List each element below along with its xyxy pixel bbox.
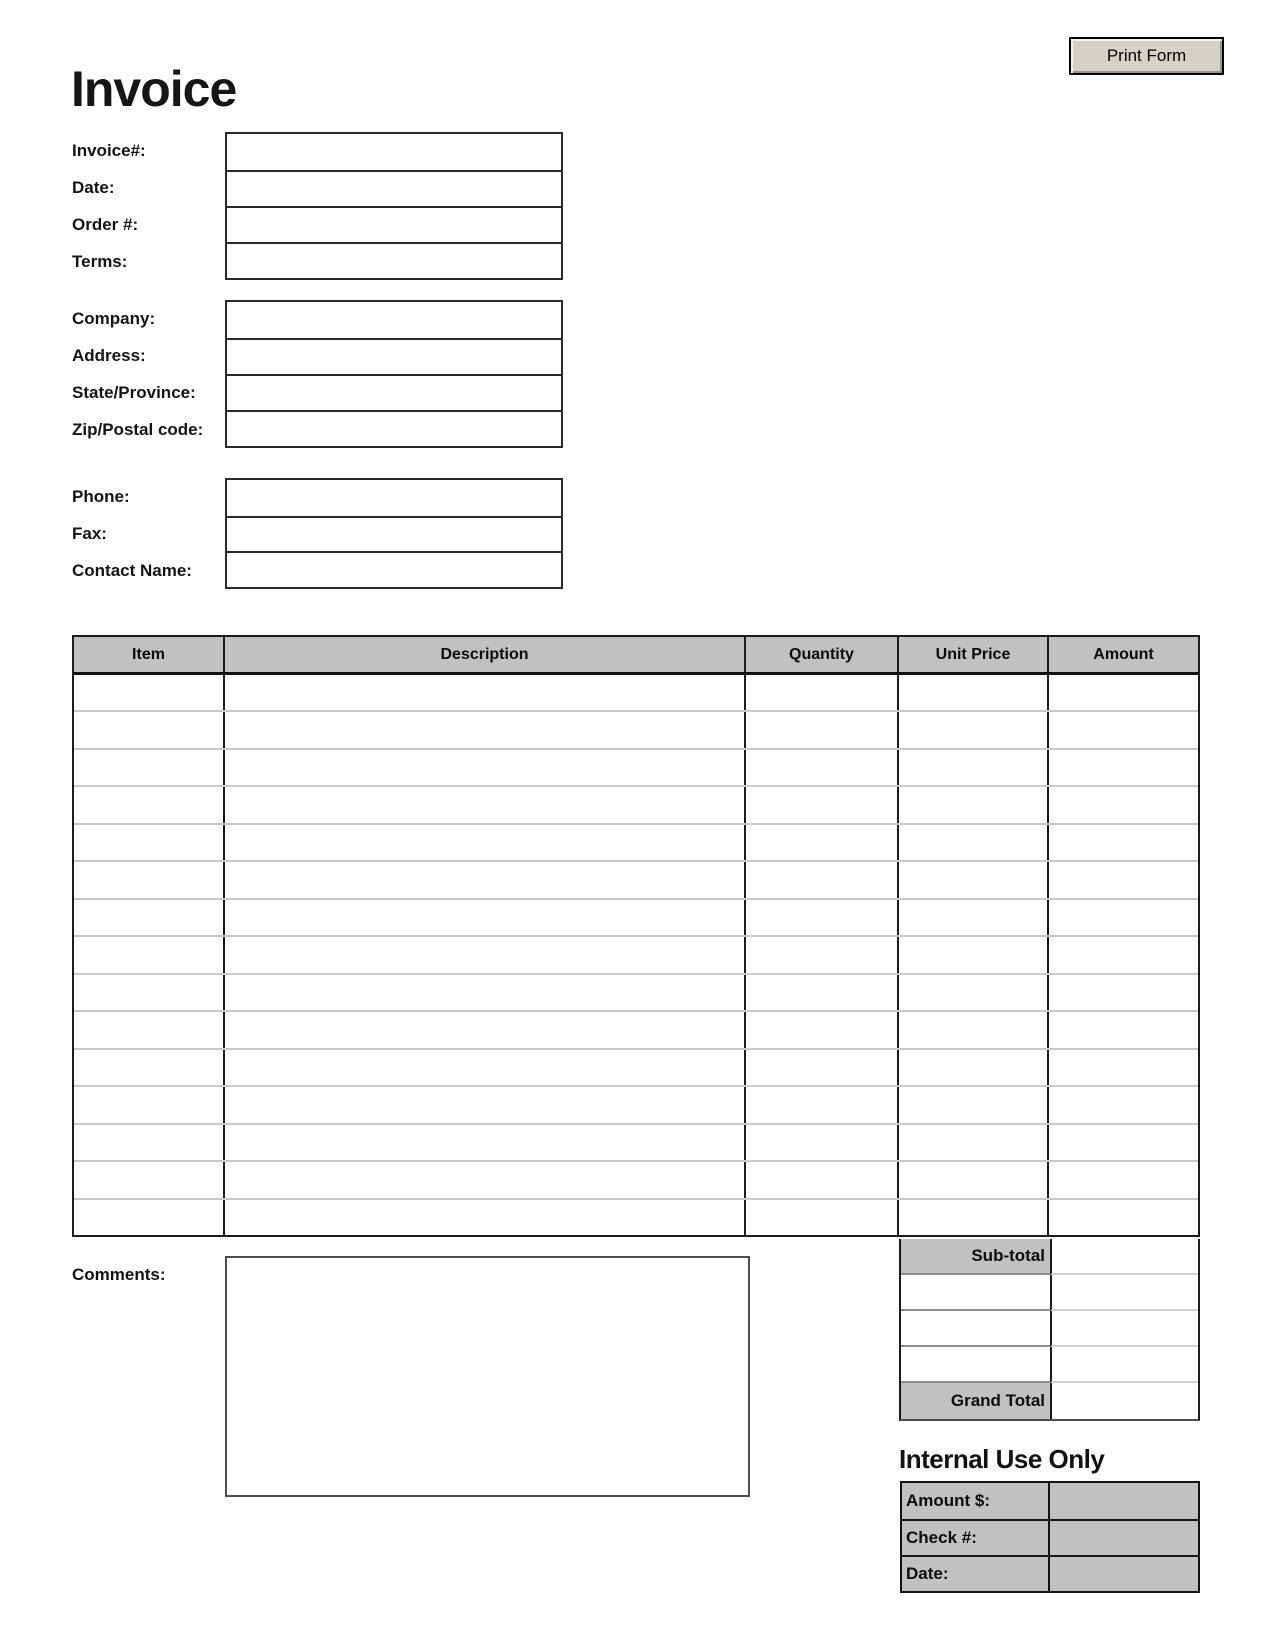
internal-date-label: Date: (902, 1557, 1050, 1591)
items-table (72, 635, 1200, 1237)
column-header-item: Item (74, 637, 225, 672)
amount-cell[interactable] (1049, 1050, 1198, 1085)
unit-price-cell[interactable] (899, 937, 1049, 972)
amount-cell[interactable] (1049, 1087, 1198, 1122)
invoice-info-field-group (225, 132, 563, 280)
quantity-cell[interactable] (746, 1125, 899, 1160)
unit-price-cell[interactable] (899, 862, 1049, 897)
terms-field[interactable] (227, 242, 561, 278)
table-row (74, 862, 1198, 899)
item-cell[interactable] (74, 1050, 225, 1085)
item-cell[interactable] (74, 750, 225, 785)
unit-price-cell[interactable] (899, 1012, 1049, 1047)
table-row (74, 1050, 1198, 1087)
table-row (74, 1125, 1198, 1162)
terms-label: Terms: (72, 251, 128, 271)
table-row (74, 975, 1198, 1012)
table-row (74, 900, 1198, 937)
item-cell[interactable] (74, 1125, 225, 1160)
totals-extra-row (901, 1311, 1198, 1347)
quantity-cell[interactable] (746, 675, 899, 710)
fax-field[interactable] (227, 516, 561, 552)
item-cell[interactable] (74, 712, 225, 747)
items-table-header (74, 637, 1198, 675)
quantity-cell[interactable] (746, 825, 899, 860)
amount-cell[interactable] (1049, 825, 1198, 860)
print-form-button[interactable]: Print Form (1069, 37, 1224, 75)
quantity-cell[interactable] (746, 1050, 899, 1085)
items-table-body (74, 675, 1198, 1235)
table-row (74, 787, 1198, 824)
description-cell[interactable] (225, 712, 746, 747)
quantity-cell[interactable] (746, 1200, 899, 1235)
item-cell[interactable] (74, 975, 225, 1010)
grand-total-label: Grand Total (901, 1383, 1050, 1419)
amount-cell[interactable] (1049, 1012, 1198, 1047)
company-label: Company: (72, 308, 156, 328)
invoice-number-field[interactable] (227, 134, 561, 170)
item-cell[interactable] (74, 1012, 225, 1047)
internal-use-table (900, 1481, 1200, 1593)
quantity-cell[interactable] (746, 937, 899, 972)
totals-block (899, 1239, 1200, 1421)
zip-postal-field[interactable] (227, 410, 561, 446)
contact-name-label: Contact Name: (72, 560, 192, 580)
totals-extra-value-cell[interactable] (1050, 1347, 1198, 1383)
table-row (74, 1162, 1198, 1199)
contact-name-field[interactable] (227, 551, 561, 587)
totals-extra-label-cell[interactable] (901, 1347, 1050, 1383)
internal-check-field[interactable] (1050, 1521, 1198, 1555)
state-province-label: State/Province: (72, 382, 196, 402)
description-cell[interactable] (225, 1162, 746, 1197)
comments-label: Comments: (72, 1264, 166, 1284)
amount-cell[interactable] (1049, 712, 1198, 747)
table-row (74, 825, 1198, 862)
totals-extra-value-cell[interactable] (1050, 1275, 1198, 1311)
description-cell[interactable] (225, 1087, 746, 1122)
unit-price-cell[interactable] (899, 750, 1049, 785)
totals-extra-label-cell[interactable] (901, 1311, 1050, 1347)
description-cell[interactable] (225, 900, 746, 935)
quantity-cell[interactable] (746, 862, 899, 897)
zip-postal-label: Zip/Postal code: (72, 419, 204, 439)
column-header-description: Description (225, 637, 746, 672)
internal-check-row (902, 1519, 1198, 1555)
date-field[interactable] (227, 170, 561, 206)
column-header-quantity: Quantity (746, 637, 899, 672)
internal-amount-row (902, 1483, 1198, 1519)
table-row (74, 750, 1198, 787)
amount-cell[interactable] (1049, 675, 1198, 710)
address-label: Address: (72, 345, 146, 365)
column-header-unit-price: Unit Price (899, 637, 1049, 672)
table-row (74, 1012, 1198, 1049)
phone-field[interactable] (227, 480, 561, 516)
state-province-field[interactable] (227, 374, 561, 410)
table-row (74, 937, 1198, 974)
totals-extra-value-cell[interactable] (1050, 1311, 1198, 1347)
quantity-cell[interactable] (746, 1162, 899, 1197)
item-cell[interactable] (74, 675, 225, 710)
contact-info-field-group (225, 478, 563, 589)
table-row (74, 712, 1198, 749)
quantity-cell[interactable] (746, 975, 899, 1010)
amount-cell[interactable] (1049, 1162, 1198, 1197)
description-cell[interactable] (225, 862, 746, 897)
order-number-label: Order #: (72, 214, 139, 234)
fax-label: Fax: (72, 523, 107, 543)
unit-price-cell[interactable] (899, 787, 1049, 822)
totals-extra-label-cell[interactable] (901, 1275, 1050, 1311)
subtotal-value-cell[interactable] (1050, 1239, 1198, 1275)
subtotal-row (901, 1239, 1198, 1275)
description-cell[interactable] (225, 825, 746, 860)
description-cell[interactable] (225, 750, 746, 785)
internal-amount-label: Amount $: (902, 1483, 1050, 1519)
address-field[interactable] (227, 338, 561, 374)
item-cell[interactable] (74, 1200, 225, 1235)
amount-cell[interactable] (1049, 750, 1198, 785)
description-cell[interactable] (225, 1012, 746, 1047)
item-cell[interactable] (74, 862, 225, 897)
description-cell[interactable] (225, 675, 746, 710)
table-row (74, 1200, 1198, 1235)
unit-price-cell[interactable] (899, 675, 1049, 710)
item-cell[interactable] (74, 825, 225, 860)
unit-price-cell[interactable] (899, 1087, 1049, 1122)
amount-cell[interactable] (1049, 937, 1198, 972)
description-cell[interactable] (225, 937, 746, 972)
company-field[interactable] (227, 302, 561, 338)
totals-extra-row (901, 1275, 1198, 1311)
table-row (74, 675, 1198, 712)
totals-extra-row (901, 1347, 1198, 1383)
date-label: Date: (72, 177, 115, 197)
amount-cell[interactable] (1049, 900, 1198, 935)
amount-cell[interactable] (1049, 975, 1198, 1010)
order-number-field[interactable] (227, 206, 561, 242)
quantity-cell[interactable] (746, 712, 899, 747)
description-cell[interactable] (225, 1125, 746, 1160)
page-title: Invoice (71, 61, 237, 117)
unit-price-cell[interactable] (899, 825, 1049, 860)
unit-price-cell[interactable] (899, 712, 1049, 747)
item-cell[interactable] (74, 1087, 225, 1122)
amount-cell[interactable] (1049, 787, 1198, 822)
internal-date-row (902, 1555, 1198, 1591)
item-cell[interactable] (74, 900, 225, 935)
description-cell[interactable] (225, 975, 746, 1010)
grand-total-value-cell[interactable] (1050, 1383, 1198, 1419)
quantity-cell[interactable] (746, 750, 899, 785)
internal-check-label: Check #: (902, 1521, 1050, 1555)
unit-price-cell[interactable] (899, 975, 1049, 1010)
quantity-cell[interactable] (746, 1087, 899, 1122)
internal-date-field[interactable] (1050, 1557, 1198, 1591)
comments-field[interactable] (225, 1256, 750, 1497)
column-header-amount: Amount (1093, 645, 1154, 663)
description-cell[interactable] (225, 1200, 746, 1235)
grand-total-row (901, 1383, 1198, 1419)
internal-use-heading: Internal Use Only (899, 1444, 1105, 1474)
quantity-cell[interactable] (746, 787, 899, 822)
internal-amount-field[interactable] (1050, 1483, 1198, 1519)
amount-cell[interactable] (1049, 1200, 1198, 1235)
description-cell[interactable] (225, 787, 746, 822)
invoice-number-label: Invoice#: (72, 140, 146, 160)
unit-price-cell[interactable] (899, 900, 1049, 935)
item-cell[interactable] (74, 1162, 225, 1197)
unit-price-cell[interactable] (899, 1162, 1049, 1197)
amount-cell[interactable] (1049, 1125, 1198, 1160)
unit-price-cell[interactable] (899, 1200, 1049, 1235)
unit-price-cell[interactable] (899, 1050, 1049, 1085)
description-cell[interactable] (225, 1050, 746, 1085)
unit-price-cell[interactable] (899, 1125, 1049, 1160)
quantity-cell[interactable] (746, 900, 899, 935)
customer-info-field-group (225, 300, 563, 448)
phone-label: Phone: (72, 486, 130, 506)
amount-cell[interactable] (1049, 862, 1198, 897)
item-cell[interactable] (74, 787, 225, 822)
table-row (74, 1087, 1198, 1124)
item-cell[interactable] (74, 937, 225, 972)
quantity-cell[interactable] (746, 1012, 899, 1047)
subtotal-label: Sub-total (901, 1239, 1050, 1275)
